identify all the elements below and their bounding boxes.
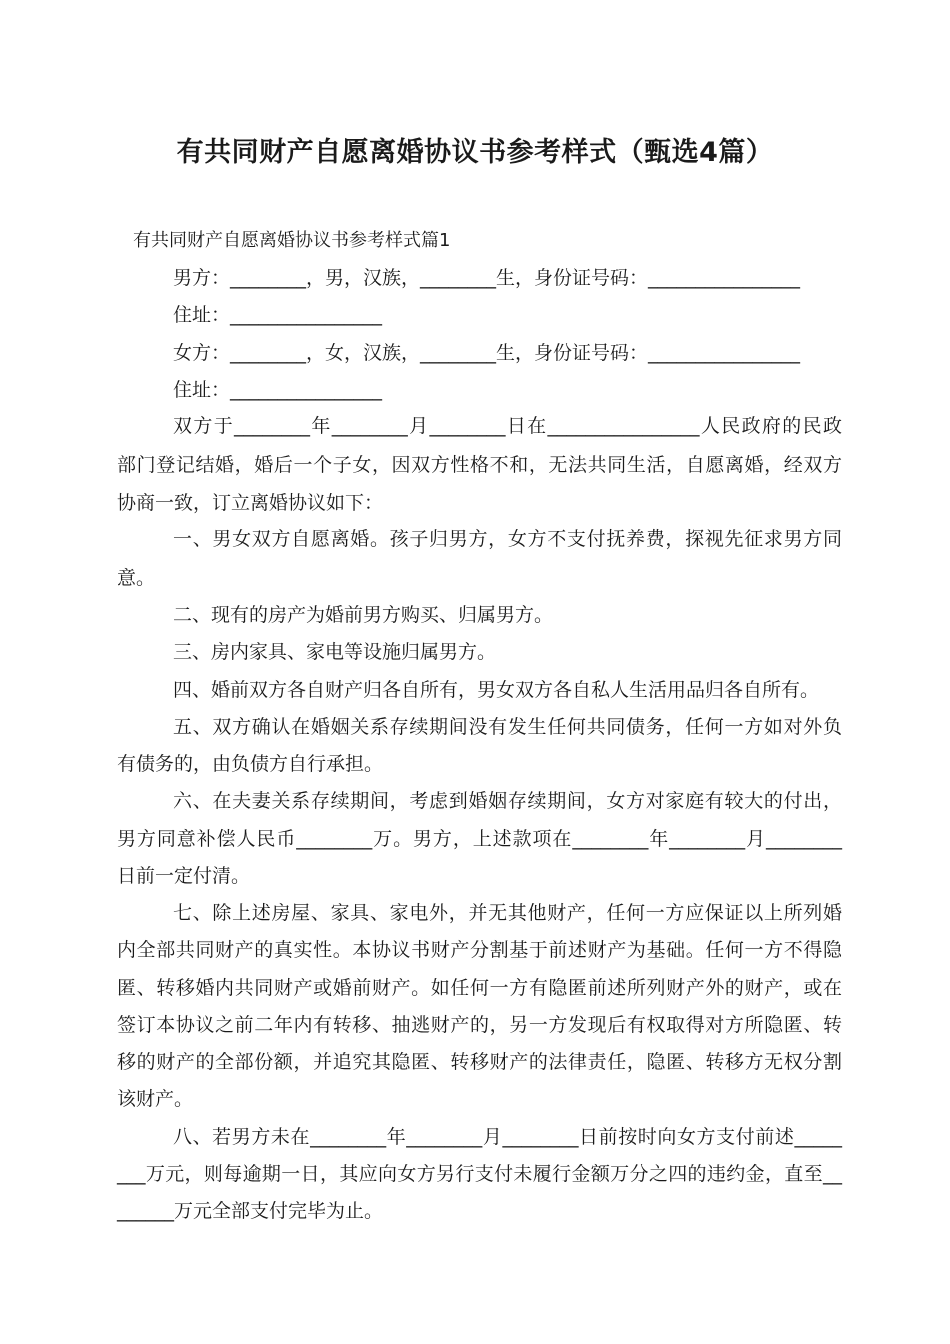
paragraph-line: 双方于________年________月________日在________________人民政府的民政 [173,415,842,437]
paragraph-line: 二、现有的房产为婚前男方购买、归属男方。 [173,604,554,626]
paragraph-line: 签订本协议之前二年内有转移、抽逃财产的，另一方发现后有权取得对方所隐匿、转 [117,1014,842,1036]
paragraph-line: 一、男女双方自愿离婚。孩子归男方，女方不支付抚养费，探视先征求男方同 [173,528,842,550]
paragraph-line: 四、婚前双方各自财产归各自所有，男女双方各自私人生活用品归各自所有。 [173,679,820,701]
paragraph-line: 该财产。 [117,1088,194,1110]
paragraph-line: 六、在夫妻关系存续期间，考虑到婚姻存续期间，女方对家庭有较大的付出， [173,790,842,812]
paragraph-line: 部门登记结婚，婚后一个子女，因双方性格不和，无法共同生活，自愿离婚，经双方 [117,454,842,476]
paragraph-line: 住址：________________ [173,304,383,326]
paragraph-line: 五、双方确认在婚姻关系存续期间没有发生任何共同债务，任何一方如对外负 [173,716,842,738]
document-title: 有共同财产自愿离婚协议书参考样式（甄选4篇） [176,137,774,168]
paragraph-line: 住址：________________ [173,379,383,401]
paragraph-line: 男方同意补偿人民币________万。男方，上述款项在________年________月________ [117,828,842,850]
paragraph-line: 七、除上述房屋、家具、家电外，并无其他财产，任何一方应保证以上所列婚 [173,902,842,924]
paragraph-line: 三、房内家具、家电等设施归属男方。 [173,641,497,663]
paragraph-line: 匿、转移婚内共同财产或婚前财产。如任何一方有隐匿前述所列财产外的财产，或在 [117,977,842,999]
paragraph-line: 女方：________，女，汉族，________生，身份证号码：________________ [173,342,801,364]
paragraph-line: 八、若男方未在________年________月________日前按时向女方支付前述_____ [173,1126,842,1148]
paragraph-line: 男方：________，男，汉族，________生，身份证号码：________________ [173,267,801,289]
section-subtitle: 有共同财产自愿离婚协议书参考样式篇1 [133,230,451,251]
paragraph-line: ___万元，则每逾期一日，其应向女方另行支付未履行金额万分之四的违约金，直至__ [117,1163,842,1185]
paragraph-line: 日前一定付清。 [117,865,251,887]
paragraph-line: 协商一致，订立离婚协议如下： [117,492,384,514]
paragraph-line: 意。 [117,567,156,589]
paragraph-line: 内全部共同财产的真实性。本协议书财产分割基于前述财产为基础。任何一方不得隐 [117,939,842,961]
paragraph-line: 移的财产的全部份额，并追究其隐匿、转移财产的法律责任，隐匿、转移方无权分割 [117,1051,842,1073]
paragraph-line: ______万元全部支付完毕为止。 [117,1200,384,1222]
paragraph-line: 有债务的，由负债方自行承担。 [117,753,384,775]
